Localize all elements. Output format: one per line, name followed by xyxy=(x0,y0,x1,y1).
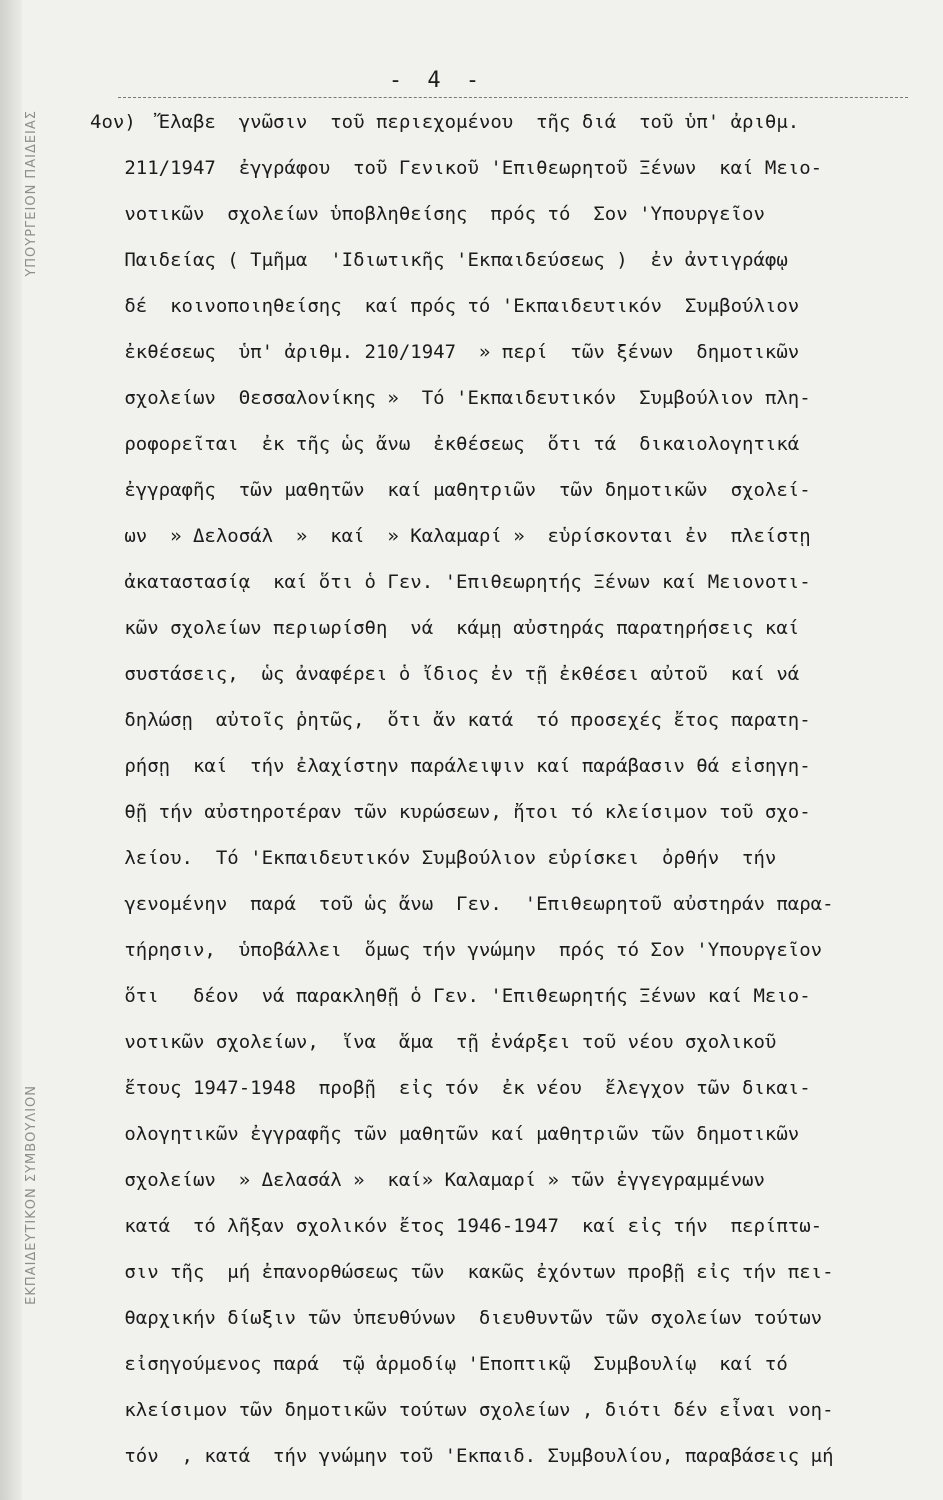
text-line: ἐκθέσεως ὑπ' ἀριθμ. 210/1947 » περί τῶν ξένων δημοτικῶν xyxy=(90,341,800,363)
text-line: τήρησιν, ὑποβάλλει ὅμως τήν γνώμην πρός τό Σον 'Υπουργεῖον xyxy=(90,939,823,961)
text-line: σιν τῆς μή ἐπανορθώσεως τῶν κακῶς ἐχόντων προβῇ εἰς τήν πει- xyxy=(90,1261,834,1283)
binding-edge xyxy=(0,0,22,1500)
text-line: Παιδείας ( Τμῆμα 'Ιδιωτικῆς 'Εκπαιδεύσεως ) ἐν ἀντιγράφῳ xyxy=(90,249,788,271)
text-line: κῶν σχολείων περιωρίσθη νά κάμῃ αὐστηράς παρατηρήσεις καί xyxy=(90,617,800,639)
text-line: θῇ τήν αὐστηροτέραν τῶν κυρώσεων, ἤτοι τό κλείσιμον τοῦ σχο- xyxy=(90,801,811,823)
text-line: ἐγγραφῆς τῶν μαθητῶν καί μαθητριῶν τῶν δημοτικῶν σχολεί- xyxy=(90,479,811,501)
text-line: συστάσεις, ὡς ἀναφέρει ὁ ἴδιος ἐν τῇ ἐκθέσει αὐτοῦ καί νά xyxy=(90,663,800,685)
text-line: 4ον) Ἔλαβε γνῶσιν τοῦ περιεχομένου τῆς διά τοῦ ὑπ' ἀριθμ. xyxy=(90,111,800,133)
text-line: νοτικῶν σχολείων ὑποβληθείσης πρός τό Σον 'Υπουργεῖον xyxy=(90,203,765,225)
text-line: νοτικῶν σχολείων, ἵνα ἅμα τῇ ἐνάρξει τοῦ νέου σχολικοῦ xyxy=(90,1031,777,1053)
page-number: - 4 - xyxy=(388,68,486,93)
text-line: ἀκαταστασίᾳ καί ὅτι ὁ Γεν. 'Επιθεωρητής Ξένων καί Μειονοτι- xyxy=(90,571,811,593)
text-line: κλείσιμον τῶν δημοτικῶν τούτων σχολείων , διότι δέν εἶναι νοη- xyxy=(90,1399,834,1421)
text-line: ἔτους 1947-1948 προβῇ εἰς τόν ἐκ νέου ἔλεγχον τῶν δικαι- xyxy=(90,1077,811,1099)
text-line: εἰσηγούμενος παρά τῷ ἁρμοδίῳ 'Εποπτικῷ Συμβουλίῳ καί τό xyxy=(90,1353,788,1375)
text-line: δηλώσῃ αὐτοῖς ῥητῶς, ὅτι ἄν κατά τό προσεχές ἔτος παρατη- xyxy=(90,709,811,731)
text-line: ρήσῃ καί τήν ἐλαχίστην παράλειψιν καί παράβασιν θά εἰσηγη- xyxy=(90,755,811,777)
header-rule xyxy=(118,97,908,98)
text-line: 211/1947 ἐγγράφου τοῦ Γενικοῦ 'Επιθεωρητοῦ Ξένων καί Μειο- xyxy=(90,157,823,179)
text-line: γενομένην παρά τοῦ ὡς ἄνω Γεν. 'Επιθεωρητοῦ αὐστηράν παρα- xyxy=(90,893,834,915)
margin-stamp-top: ΥΠΟΥΡΓΕΙΟΝ ΠΑΙΔΕΙΑΣ xyxy=(24,110,39,277)
text-line: θαρχικήν δίωξιν τῶν ὑπευθύνων διευθυντῶν τῶν σχολείων τούτων xyxy=(90,1307,823,1329)
text-line: ροφορεῖται ἐκ τῆς ὡς ἄνω ἐκθέσεως ὅτι τά δικαιολογητικά xyxy=(90,433,800,455)
text-line: σχολείων Θεσσαλονίκης » Τό 'Εκπαιδευτικόν Συμβούλιον πλη- xyxy=(90,387,811,409)
margin-stamp-bottom: ΕΚΠΑΙΔΕΥΤΙΚΟΝ ΣΥΜΒΟΥΛΙΟΝ xyxy=(24,1085,39,1305)
text-line: ολογητικῶν ἐγγραφῆς τῶν μαθητῶν καί μαθητριῶν τῶν δημοτικῶν xyxy=(90,1123,800,1145)
text-line: ὅτι δέον νά παρακληθῇ ὁ Γεν. 'Επιθεωρητής Ξένων καί Μειο- xyxy=(90,985,811,1007)
text-line: κατά τό λῆξαν σχολικόν ἔτος 1946-1947 καί εἰς τήν περίπτω- xyxy=(90,1215,823,1237)
text-line: τόν , κατά τήν γνώμην τοῦ 'Εκπαιδ. Συμβουλίου, παραβάσεις μή xyxy=(90,1445,834,1467)
text-line: δέ κοινοποιηθείσης καί πρός τό 'Εκπαιδευτικόν Συμβούλιον xyxy=(90,295,800,317)
text-line: ων » Δελοσάλ » καί » Καλαμαρί » εὑρίσκονται ἐν πλείστῃ xyxy=(90,525,811,547)
text-line: σχολείων » Δελασάλ » καί» Καλαμαρί » τῶν ἐγγεγραμμένων xyxy=(90,1169,765,1191)
text-line: λείου. Τό 'Εκπαιδευτικόν Συμβούλιον εὑρίσκει ὀρθήν τήν xyxy=(90,847,777,869)
